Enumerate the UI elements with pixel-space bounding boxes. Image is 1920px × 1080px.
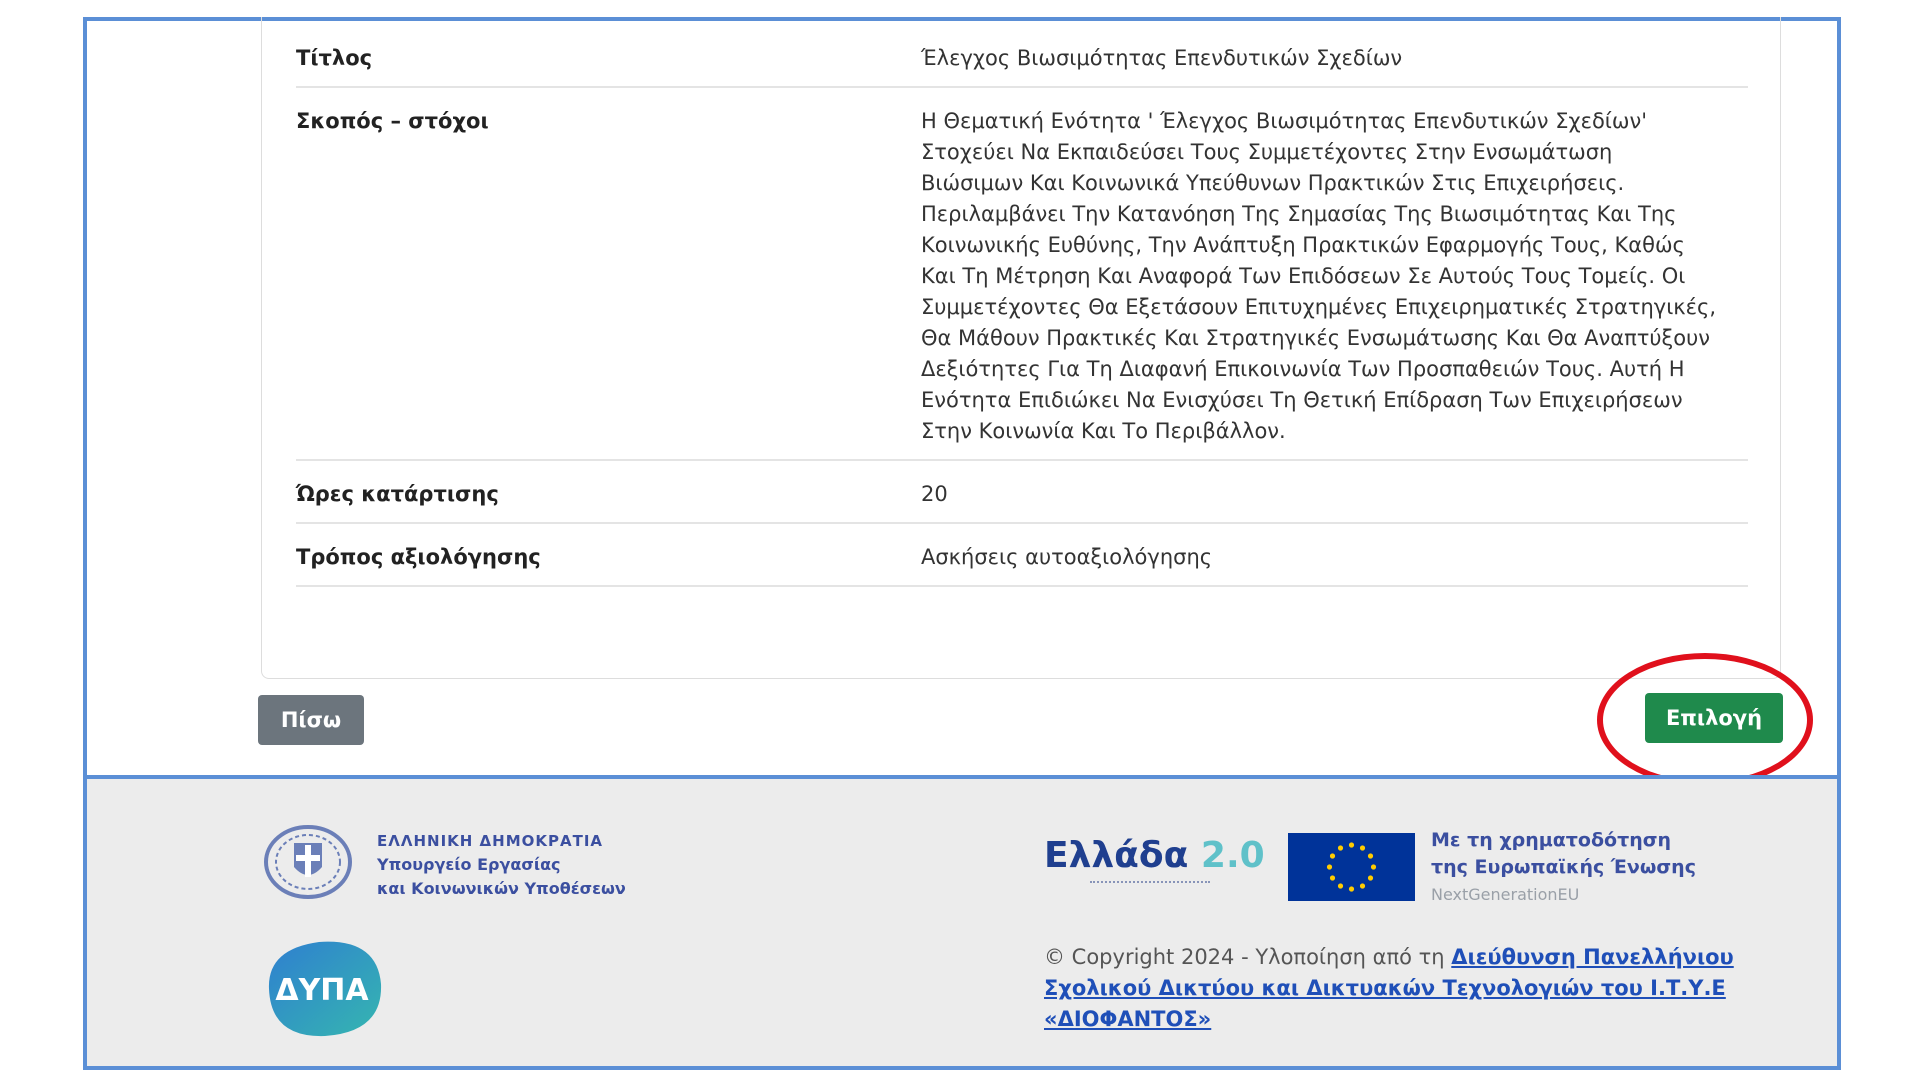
footer [87,775,1837,1066]
eu-line1: Με τη χρηματοδότηση [1431,829,1672,851]
dypa-logo-text: ΔΥΠΑ [275,973,369,1008]
row-value-title: Έλεγχος Βιωσιμότητας Επενδυτικών Σχεδίων [921,25,1748,87]
ministry-text [377,829,626,901]
row-label-purpose: Σκοπός – στόχοι [296,87,921,460]
copyright-prefix: © Copyright 2024 - Υλοποίηση από τη [1044,945,1452,969]
table-row [296,87,1748,460]
page-frame [83,17,1841,1070]
copyright-text [1044,942,1804,1035]
table-row [296,523,1748,586]
diofantos-link[interactable]: Διεύθυνση Πανελλήνιου Σχολικού Δικτύου και Δικτυακών Τεχνολογιών του Ι.Τ.Υ.Ε «ΔΙΟΦΑΝΤΟΣ» [1044,945,1734,1031]
row-value-hours: 20 [921,460,1748,523]
row-label-hours: Ώρες κατάρτισης [296,460,921,523]
eu-line3: NextGenerationEU [1431,885,1580,904]
dypa-logo [259,934,385,1040]
select-button[interactable]: Επιλογή [1645,693,1783,743]
details-card [261,17,1781,679]
eu-flag-icon [1288,833,1415,901]
details-table [296,25,1748,587]
row-label-title: Τίτλος [296,25,921,87]
ellada-underline [1090,881,1210,889]
back-button[interactable]: Πίσω [258,695,364,745]
row-value-evaluation: Ασκήσεις αυτοαξιολόγησης [921,523,1748,586]
greek-emblem-icon [262,823,354,901]
row-label-evaluation: Τρόπος αξιολόγησης [296,523,921,586]
gov-line3: και Κοινωνικών Υποθέσεων [377,879,626,898]
ellada-logo [1044,835,1265,876]
gov-line2: Υπουργείο Εργασίας [377,855,561,874]
highlight-circle [1597,653,1813,787]
table-row [296,25,1748,87]
gov-line1: ΕΛΛΗΝΙΚΗ ΔΗΜΟΚΡΑΤΙΑ [377,832,604,850]
row-value-purpose: Η Θεματική Ενότητα ' Έλεγχος Βιωσιμότητας Επενδυτικών Σχεδίων' Στοχεύει Να Εκπαιδεύσει Τους Συμμετέχοντες Στην Ενσωμάτωση Βιώσιμων Και Κοινωνικά Υπεύθυνων Πρακτικών Στις Επιχειρήσεις. Περιλαμβάνει Την Κατανόηση Της Σημασίας Της Βιωσιμότητας Και Της Κοινωνικής Ευθύνης, Την Ανάπτυξη Πρακτικών Εφαρμογής Τους, Καθώς Και Τη Μέτρηση Και Αναφορά Των Επιδόσεων Σε Αυτούς Τους Τομείς. Οι Συμμετέχοντες Θα Εξετάσουν Επιτυχημένες Επιχειρηματικές Στρατηγικές, Θα Μάθουν Πρακτικές Και Στρατηγικές Ενσωμάτωσης Και Θα Αναπτύξουν Δεξιότητες Για Τη Διαφανή Επικοινωνία Των Προσπαθειών Τους. Αυτή Η Ενότητα Επιδιώκει Να Ενισχύσει Τη Θετική Επίδραση Των Επιχειρήσεων Στην Κοινωνία Και Το Περιβάλλον. [921,87,1748,460]
table-row [296,460,1748,523]
eu-line2: της Ευρωπαϊκής Ένωσης [1431,856,1696,878]
eu-funding-text [1431,827,1696,908]
ellada-logo-text: Ελλάδα [1044,835,1189,876]
ellada-logo-number: 2.0 [1200,835,1265,876]
